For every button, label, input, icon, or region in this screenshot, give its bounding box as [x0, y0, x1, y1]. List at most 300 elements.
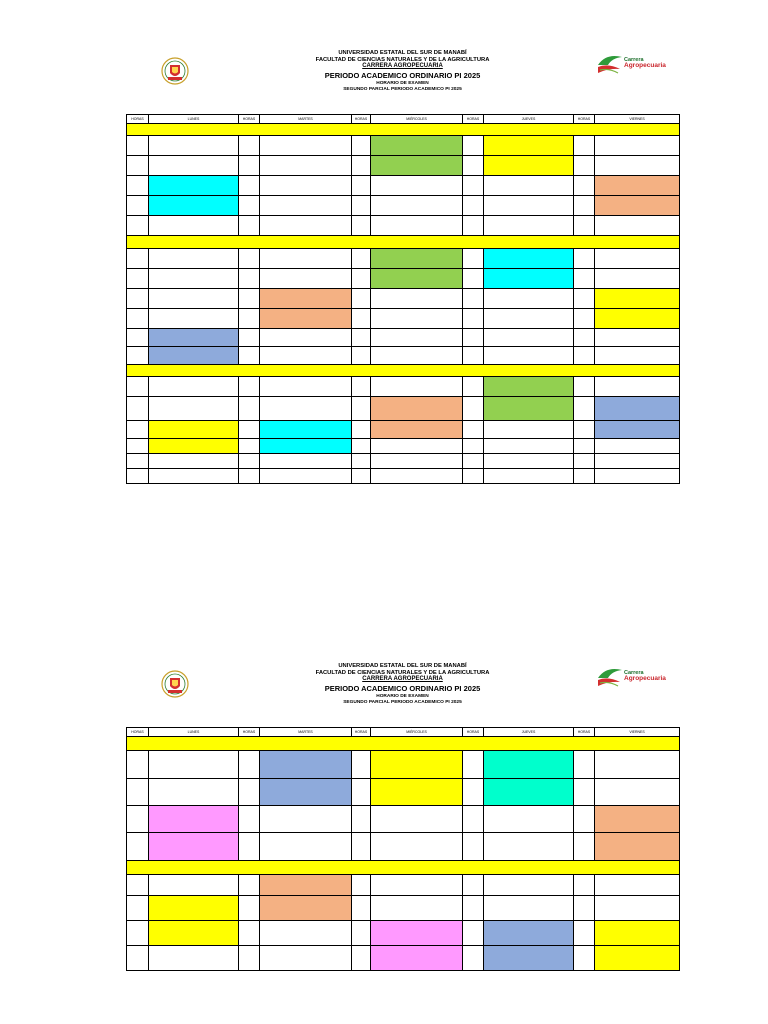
subject-cell[interactable]	[595, 439, 680, 454]
subject-cell[interactable]	[484, 921, 574, 946]
period-title: PERIODO ACADEMICO ORDINARIO PI 2025	[324, 71, 481, 80]
hour-cell[interactable]	[239, 309, 260, 329]
hour-cell[interactable]	[463, 136, 484, 156]
hour-cell[interactable]	[574, 249, 595, 269]
hour-cell[interactable]	[127, 269, 149, 289]
hour-cell[interactable]	[463, 875, 484, 896]
hour-cell[interactable]	[574, 454, 595, 469]
hour-cell[interactable]	[127, 377, 149, 397]
subject-cell[interactable]	[595, 289, 680, 309]
subject-cell[interactable]	[260, 833, 352, 861]
university-name: UNIVERSIDAD ESTATAL DEL SUR DE MANABÍ	[338, 663, 467, 669]
subject-cell[interactable]	[484, 216, 574, 236]
hour-cell[interactable]	[574, 469, 595, 484]
hour-cell[interactable]	[463, 289, 484, 309]
column-header: HORAS	[239, 115, 260, 124]
subject-cell[interactable]	[260, 421, 352, 439]
hour-cell[interactable]	[127, 397, 149, 421]
subject-cell[interactable]	[371, 196, 463, 216]
table-row	[127, 921, 680, 946]
subject-cell[interactable]	[149, 875, 239, 896]
table-row	[127, 806, 680, 833]
subject-cell[interactable]	[484, 454, 574, 469]
subject-cell[interactable]	[149, 779, 239, 806]
hour-cell[interactable]	[127, 347, 149, 365]
subject-cell[interactable]	[149, 896, 239, 921]
hour-cell[interactable]	[463, 779, 484, 806]
subject-cell[interactable]	[595, 397, 680, 421]
header-row	[127, 728, 680, 737]
subject-cell[interactable]	[260, 921, 352, 946]
subject-cell[interactable]	[595, 833, 680, 861]
subject-cell[interactable]	[260, 249, 352, 269]
table-row	[127, 329, 680, 347]
hour-cell[interactable]	[352, 269, 371, 289]
hour-cell[interactable]	[574, 309, 595, 329]
subject-cell[interactable]	[595, 156, 680, 176]
subject-cell[interactable]	[595, 329, 680, 347]
hour-cell[interactable]	[127, 156, 149, 176]
hour-cell[interactable]	[574, 421, 595, 439]
subject-cell[interactable]	[595, 196, 680, 216]
subject-cell[interactable]	[595, 309, 680, 329]
hour-cell[interactable]	[352, 946, 371, 971]
subject-cell[interactable]	[371, 249, 463, 269]
hour-cell[interactable]	[463, 921, 484, 946]
hour-cell[interactable]	[574, 347, 595, 365]
hour-cell[interactable]	[239, 196, 260, 216]
career-name: CARRERA AGROPECUARIA	[362, 63, 443, 69]
subject-cell[interactable]	[149, 921, 239, 946]
subject-cell[interactable]	[371, 439, 463, 454]
subject-cell[interactable]	[371, 454, 463, 469]
subject-cell[interactable]	[260, 454, 352, 469]
hour-cell[interactable]	[239, 421, 260, 439]
subject-cell[interactable]	[149, 806, 239, 833]
subject-cell[interactable]	[595, 779, 680, 806]
hour-cell[interactable]	[574, 196, 595, 216]
subject-cell[interactable]	[484, 309, 574, 329]
hour-cell[interactable]	[352, 309, 371, 329]
subject-cell[interactable]	[371, 156, 463, 176]
hour-cell[interactable]	[352, 833, 371, 861]
hour-cell[interactable]	[352, 397, 371, 421]
hour-cell[interactable]	[463, 347, 484, 365]
subject-cell[interactable]	[149, 136, 239, 156]
brand-line-1: Carrera	[624, 57, 644, 63]
hour-cell[interactable]	[463, 216, 484, 236]
hour-cell[interactable]	[352, 249, 371, 269]
hour-cell[interactable]	[239, 875, 260, 896]
brand-line-1: Carrera	[624, 670, 644, 676]
hour-cell[interactable]	[352, 156, 371, 176]
subject-cell[interactable]	[595, 249, 680, 269]
career-name: CARRERA AGROPECUARIA	[362, 676, 443, 682]
subject-cell[interactable]	[595, 875, 680, 896]
hour-cell[interactable]	[352, 347, 371, 365]
subject-cell[interactable]	[260, 377, 352, 397]
hour-cell[interactable]	[239, 946, 260, 971]
hour-cell[interactable]	[574, 806, 595, 833]
hour-cell[interactable]	[574, 329, 595, 347]
subject-cell[interactable]	[260, 896, 352, 921]
hour-cell[interactable]	[127, 196, 149, 216]
hour-cell[interactable]	[352, 289, 371, 309]
subject-cell[interactable]	[260, 779, 352, 806]
hour-cell[interactable]	[239, 216, 260, 236]
subject-cell[interactable]	[595, 377, 680, 397]
brand-line-2: Agropecuaria	[624, 675, 666, 682]
hour-cell[interactable]	[127, 454, 149, 469]
subject-cell[interactable]	[260, 439, 352, 454]
column-header: MARTES	[260, 115, 352, 124]
subject-cell[interactable]	[595, 896, 680, 921]
hour-cell[interactable]	[463, 309, 484, 329]
column-header: HORAS	[463, 115, 484, 124]
subject-cell[interactable]	[149, 833, 239, 861]
subject-cell[interactable]	[149, 377, 239, 397]
subject-cell[interactable]	[595, 946, 680, 971]
hour-cell[interactable]	[574, 397, 595, 421]
subject-cell[interactable]	[260, 469, 352, 484]
table-row	[127, 136, 680, 156]
hour-cell[interactable]	[574, 833, 595, 861]
column-header: HORAS	[574, 115, 595, 124]
hour-cell[interactable]	[239, 377, 260, 397]
hour-cell[interactable]	[127, 833, 149, 861]
table-row	[127, 896, 680, 921]
subject-cell[interactable]	[149, 309, 239, 329]
subject-cell[interactable]	[260, 196, 352, 216]
subject-cell[interactable]	[371, 875, 463, 896]
subject-cell[interactable]	[260, 751, 352, 779]
subject-cell[interactable]	[595, 269, 680, 289]
hour-cell[interactable]	[574, 269, 595, 289]
subject-cell[interactable]	[149, 469, 239, 484]
column-header: HORAS	[574, 728, 595, 737]
subject-cell[interactable]	[595, 421, 680, 439]
hour-cell[interactable]	[352, 216, 371, 236]
table-row	[127, 176, 680, 196]
column-header: HORAS	[463, 728, 484, 737]
period-title: PERIODO ACADEMICO ORDINARIO PI 2025	[324, 684, 481, 693]
separator-cell	[127, 236, 680, 249]
subject-cell[interactable]	[484, 329, 574, 347]
hour-cell[interactable]	[127, 136, 149, 156]
subject-cell[interactable]	[595, 454, 680, 469]
hour-cell[interactable]	[352, 896, 371, 921]
subject-cell[interactable]	[371, 469, 463, 484]
hour-cell[interactable]	[239, 289, 260, 309]
table-row	[127, 454, 680, 469]
hour-cell[interactable]	[352, 176, 371, 196]
subject-cell[interactable]	[260, 875, 352, 896]
hour-cell[interactable]	[463, 377, 484, 397]
subject-cell[interactable]	[595, 176, 680, 196]
hour-cell[interactable]	[352, 196, 371, 216]
hour-cell[interactable]	[239, 751, 260, 779]
subject-cell[interactable]	[371, 377, 463, 397]
table-row	[127, 309, 680, 329]
table-row	[127, 875, 680, 896]
hour-cell[interactable]	[239, 397, 260, 421]
faculty-name: FACULTAD DE CIENCIAS NATURALES Y DE LA AGRICULTURA	[315, 56, 490, 63]
faculty-name: FACULTAD DE CIENCIAS NATURALES Y DE LA AGRICULTURA	[315, 669, 490, 676]
subject-cell[interactable]	[149, 439, 239, 454]
subject-cell[interactable]	[484, 136, 574, 156]
hour-cell[interactable]	[239, 136, 260, 156]
hour-cell[interactable]	[352, 421, 371, 439]
subject-cell[interactable]	[371, 309, 463, 329]
subject-cell[interactable]	[484, 176, 574, 196]
subject-cell[interactable]	[260, 806, 352, 833]
subject-cell[interactable]	[149, 249, 239, 269]
hour-cell[interactable]	[574, 896, 595, 921]
hour-cell[interactable]	[239, 896, 260, 921]
subject-cell[interactable]	[595, 806, 680, 833]
hour-cell[interactable]	[127, 806, 149, 833]
hour-cell[interactable]	[352, 875, 371, 896]
hour-cell[interactable]	[574, 156, 595, 176]
hour-cell[interactable]	[352, 136, 371, 156]
subject-cell[interactable]	[260, 156, 352, 176]
hour-cell[interactable]	[127, 896, 149, 921]
subject-cell[interactable]	[149, 176, 239, 196]
subject-cell[interactable]	[484, 347, 574, 365]
column-header: MIÉRCOLES	[371, 115, 463, 124]
subject-cell[interactable]	[149, 946, 239, 971]
column-header: HORAS	[127, 115, 149, 124]
subject-cell[interactable]	[371, 946, 463, 971]
schedule-subtitle: SEGUNDO PARCIAL PERIODO ACADEMICO PI 2025	[343, 87, 462, 92]
subject-cell[interactable]	[595, 469, 680, 484]
exam-schedule-table	[126, 114, 680, 484]
hour-cell[interactable]	[463, 421, 484, 439]
subject-cell[interactable]	[484, 806, 574, 833]
hour-cell[interactable]	[463, 249, 484, 269]
hour-cell[interactable]	[574, 439, 595, 454]
hour-cell[interactable]	[463, 454, 484, 469]
hour-cell[interactable]	[239, 469, 260, 484]
hour-cell[interactable]	[463, 329, 484, 347]
hour-cell[interactable]	[239, 806, 260, 833]
subject-cell[interactable]	[484, 875, 574, 896]
hour-cell[interactable]	[463, 196, 484, 216]
hour-cell[interactable]	[574, 176, 595, 196]
hour-cell[interactable]	[352, 469, 371, 484]
hour-cell[interactable]	[574, 751, 595, 779]
hour-cell[interactable]	[127, 216, 149, 236]
subject-cell[interactable]	[484, 751, 574, 779]
hour-cell[interactable]	[352, 329, 371, 347]
hour-cell[interactable]	[463, 806, 484, 833]
hour-cell[interactable]	[463, 896, 484, 921]
hour-cell[interactable]	[574, 946, 595, 971]
hour-cell[interactable]	[127, 329, 149, 347]
column-header: HORAS	[352, 728, 371, 737]
table-row	[127, 249, 680, 269]
subject-cell[interactable]	[149, 269, 239, 289]
hour-cell[interactable]	[127, 289, 149, 309]
subject-cell[interactable]	[371, 421, 463, 439]
subject-cell[interactable]	[484, 269, 574, 289]
subject-cell[interactable]	[149, 397, 239, 421]
hour-cell[interactable]	[127, 946, 149, 971]
subject-cell[interactable]	[371, 833, 463, 861]
subject-cell[interactable]	[371, 269, 463, 289]
subject-cell[interactable]	[260, 309, 352, 329]
subject-cell[interactable]	[149, 289, 239, 309]
hour-cell[interactable]	[463, 176, 484, 196]
subject-cell[interactable]	[595, 751, 680, 779]
subject-cell[interactable]	[595, 347, 680, 365]
table-row	[127, 196, 680, 216]
subject-cell[interactable]	[149, 196, 239, 216]
table-row	[127, 269, 680, 289]
day-separator-row	[127, 365, 680, 377]
hour-cell[interactable]	[463, 156, 484, 176]
hour-cell[interactable]	[127, 249, 149, 269]
hour-cell[interactable]	[352, 439, 371, 454]
hour-cell[interactable]	[239, 156, 260, 176]
table-row	[127, 779, 680, 806]
subject-cell[interactable]	[149, 216, 239, 236]
hour-cell[interactable]	[463, 469, 484, 484]
subject-cell[interactable]	[371, 751, 463, 779]
hour-cell[interactable]	[574, 875, 595, 896]
university-name: UNIVERSIDAD ESTATAL DEL SUR DE MANABÍ	[338, 50, 467, 56]
subject-cell[interactable]	[149, 751, 239, 779]
subject-cell[interactable]	[260, 136, 352, 156]
hour-cell[interactable]	[239, 833, 260, 861]
subject-cell[interactable]	[260, 329, 352, 347]
separator-cell	[127, 365, 680, 377]
subject-cell[interactable]	[484, 833, 574, 861]
subject-cell[interactable]	[484, 156, 574, 176]
subject-cell[interactable]	[371, 176, 463, 196]
subject-cell[interactable]	[595, 216, 680, 236]
subject-cell[interactable]	[371, 779, 463, 806]
hour-cell[interactable]	[352, 921, 371, 946]
subject-cell[interactable]	[484, 377, 574, 397]
column-header: VIERNES	[595, 728, 680, 737]
subject-cell[interactable]	[484, 249, 574, 269]
hour-cell[interactable]	[239, 176, 260, 196]
subject-cell[interactable]	[260, 216, 352, 236]
hour-cell[interactable]	[463, 946, 484, 971]
hour-cell[interactable]	[239, 269, 260, 289]
hour-cell[interactable]	[463, 397, 484, 421]
hour-cell[interactable]	[127, 439, 149, 454]
subject-cell[interactable]	[595, 921, 680, 946]
subject-cell[interactable]	[371, 921, 463, 946]
subject-cell[interactable]	[149, 329, 239, 347]
subject-cell[interactable]	[595, 136, 680, 156]
subject-cell[interactable]	[149, 454, 239, 469]
subject-cell[interactable]	[260, 269, 352, 289]
hour-cell[interactable]	[127, 176, 149, 196]
hour-cell[interactable]	[352, 377, 371, 397]
hour-cell[interactable]	[352, 806, 371, 833]
subject-cell[interactable]	[260, 289, 352, 309]
schedule-title: HORARIO DE EXAMEN	[376, 694, 429, 699]
hour-cell[interactable]	[239, 921, 260, 946]
table-row	[127, 397, 680, 421]
hour-cell[interactable]	[239, 779, 260, 806]
subject-cell[interactable]	[484, 896, 574, 921]
subject-cell[interactable]	[484, 196, 574, 216]
hour-cell[interactable]	[574, 921, 595, 946]
hour-cell[interactable]	[574, 377, 595, 397]
hour-cell[interactable]	[127, 469, 149, 484]
hour-cell[interactable]	[239, 249, 260, 269]
subject-cell[interactable]	[371, 289, 463, 309]
subject-cell[interactable]	[484, 289, 574, 309]
column-header: LUNES	[149, 728, 239, 737]
hour-cell[interactable]	[239, 347, 260, 365]
subject-cell[interactable]	[371, 347, 463, 365]
subject-cell[interactable]	[484, 439, 574, 454]
subject-cell[interactable]	[371, 397, 463, 421]
hour-cell[interactable]	[239, 439, 260, 454]
hour-cell[interactable]	[574, 136, 595, 156]
hour-cell[interactable]	[239, 454, 260, 469]
hour-cell[interactable]	[239, 329, 260, 347]
hour-cell[interactable]	[127, 875, 149, 896]
subject-cell[interactable]	[371, 329, 463, 347]
table-row	[127, 751, 680, 779]
table-row	[127, 439, 680, 454]
hour-cell[interactable]	[352, 779, 371, 806]
subject-cell[interactable]	[484, 946, 574, 971]
subject-cell[interactable]	[484, 779, 574, 806]
subject-cell[interactable]	[149, 156, 239, 176]
separator-cell	[127, 737, 680, 751]
hour-cell[interactable]	[463, 751, 484, 779]
subject-cell[interactable]	[260, 176, 352, 196]
hour-cell[interactable]	[127, 779, 149, 806]
hour-cell[interactable]	[463, 833, 484, 861]
hour-cell[interactable]	[352, 751, 371, 779]
hour-cell[interactable]	[574, 779, 595, 806]
hour-cell[interactable]	[574, 289, 595, 309]
subject-cell[interactable]	[371, 806, 463, 833]
hour-cell[interactable]	[127, 751, 149, 779]
hour-cell[interactable]	[574, 216, 595, 236]
subject-cell[interactable]	[484, 421, 574, 439]
column-header: JUEVES	[484, 728, 574, 737]
table-row	[127, 946, 680, 971]
subject-cell[interactable]	[260, 397, 352, 421]
subject-cell[interactable]	[484, 469, 574, 484]
hour-cell[interactable]	[463, 439, 484, 454]
subject-cell[interactable]	[371, 136, 463, 156]
subject-cell[interactable]	[371, 896, 463, 921]
subject-cell[interactable]	[149, 421, 239, 439]
hour-cell[interactable]	[127, 421, 149, 439]
subject-cell[interactable]	[260, 347, 352, 365]
hour-cell[interactable]	[127, 309, 149, 329]
hour-cell[interactable]	[127, 921, 149, 946]
sheet-header	[126, 50, 679, 114]
subject-cell[interactable]	[484, 397, 574, 421]
hour-cell[interactable]	[463, 269, 484, 289]
subject-cell[interactable]	[260, 946, 352, 971]
column-header: HORAS	[239, 728, 260, 737]
subject-cell[interactable]	[149, 347, 239, 365]
hour-cell[interactable]	[352, 454, 371, 469]
subject-cell[interactable]	[371, 216, 463, 236]
